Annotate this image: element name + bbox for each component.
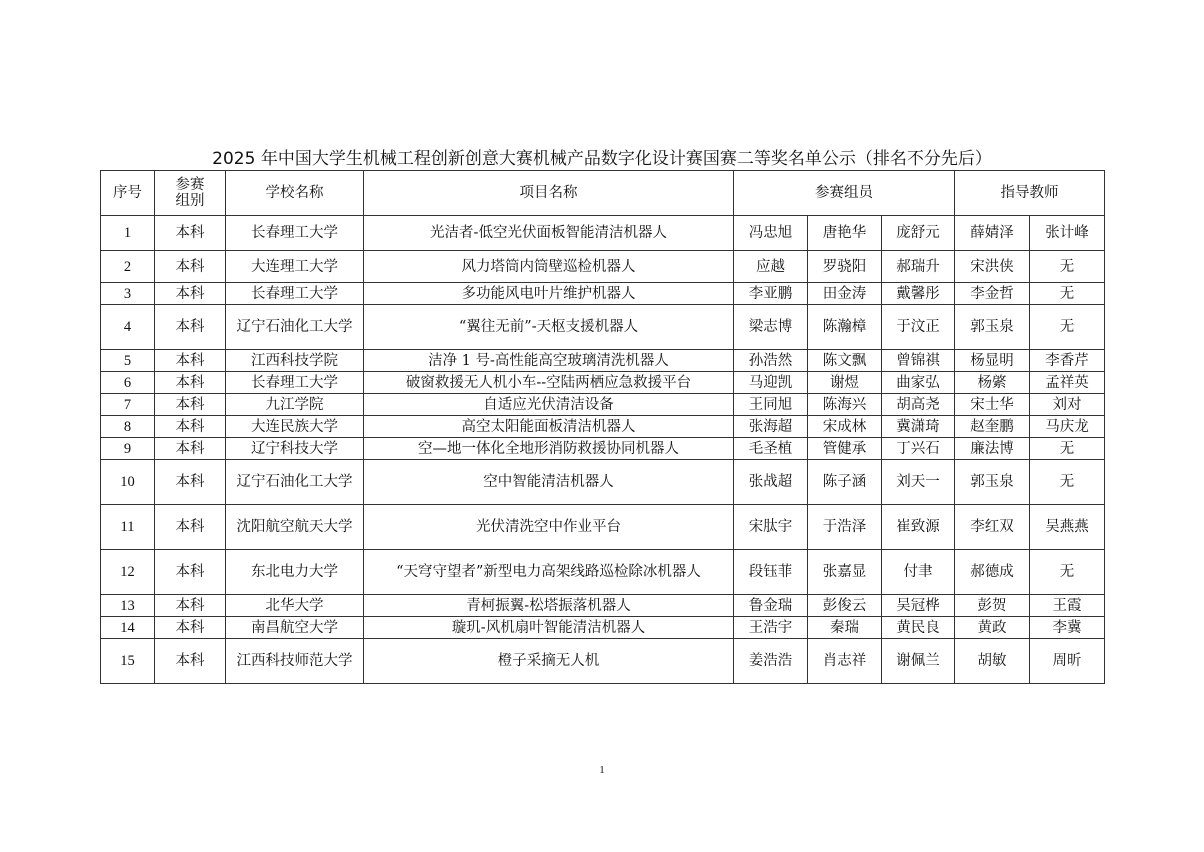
cell-project: 光洁者-低空光伏面板智能清洁机器人 [364,216,734,251]
cell-school: 长春理工大学 [226,372,364,394]
cell-member: 张战超 [734,460,808,505]
table-row [101,550,1105,595]
table-row [101,438,1105,460]
cell-project: 橙子采摘无人机 [364,639,734,684]
header-no: 序号 [101,171,155,216]
cell-member: 鲁金瑞 [734,595,808,617]
cell-project: 自适应光伏清洁设备 [364,394,734,416]
cell-no: 12 [101,550,155,595]
table-row [101,595,1105,617]
cell-project: 空中智能清洁机器人 [364,460,734,505]
cell-advisor: 无 [1030,438,1105,460]
cell-group: 本科 [155,350,226,372]
cell-group: 本科 [155,505,226,550]
cell-advisor: 马庆龙 [1030,416,1105,438]
cell-advisor: 黄政 [955,617,1030,639]
cell-member: 曲家弘 [882,372,955,394]
cell-no: 5 [101,350,155,372]
cell-project: 多功能风电叶片维护机器人 [364,283,734,305]
table-row [101,416,1105,438]
table-row [101,216,1105,251]
cell-member: 张海超 [734,416,808,438]
header-group-text: 参赛组别 [175,177,205,209]
cell-member: 肖志祥 [808,639,882,684]
cell-member: 田金涛 [808,283,882,305]
cell-advisor: 彭贺 [955,595,1030,617]
header-group [155,171,226,216]
cell-project: 高空太阳能面板清洁机器人 [364,416,734,438]
cell-member: 梁志博 [734,305,808,350]
cell-no: 8 [101,416,155,438]
cell-school: 辽宁石油化工大学 [226,460,364,505]
cell-no: 1 [101,216,155,251]
cell-project: “翼往无前”-天枢支援机器人 [364,305,734,350]
cell-group: 本科 [155,283,226,305]
cell-school: 大连民族大学 [226,416,364,438]
cell-project: 光伏清洗空中作业平台 [364,505,734,550]
cell-school: 长春理工大学 [226,216,364,251]
table-body [101,216,1105,684]
cell-advisor: 李冀 [1030,617,1105,639]
cell-school: 辽宁石油化工大学 [226,305,364,350]
table-row [101,283,1105,305]
cell-member: 秦瑞 [808,617,882,639]
header-project: 项目名称 [364,171,734,216]
cell-member: 彭俊云 [808,595,882,617]
table-header-row [101,171,1105,216]
page-number: 1 [599,764,605,776]
cell-member: 姜浩浩 [734,639,808,684]
table-row [101,394,1105,416]
cell-advisor: 无 [1030,251,1105,283]
cell-advisor: 薛婧泽 [955,216,1030,251]
cell-no: 2 [101,251,155,283]
cell-member: 戴馨彤 [882,283,955,305]
table-row [101,460,1105,505]
table-row [101,617,1105,639]
cell-advisor: 郝德成 [955,550,1030,595]
header-members: 参赛组员 [734,171,955,216]
cell-group: 本科 [155,372,226,394]
cell-member: 谢佩兰 [882,639,955,684]
document-title: 2025 年中国大学生机械工程创新创意大赛机械产品数字化设计赛国赛二等奖名单公示（排名不分先后） [212,149,992,169]
cell-member: 付聿 [882,550,955,595]
cell-no: 3 [101,283,155,305]
cell-advisor: 无 [1030,460,1105,505]
cell-no: 14 [101,617,155,639]
cell-school: 长春理工大学 [226,283,364,305]
cell-project: “天穹守望者”新型电力高架线路巡检除冰机器人 [364,550,734,595]
cell-member: 马迎凯 [734,372,808,394]
cell-member: 黄民良 [882,617,955,639]
cell-school: 沈阳航空航天大学 [226,505,364,550]
cell-advisor: 李红双 [955,505,1030,550]
header-advisors: 指导教师 [955,171,1105,216]
cell-project: 空—地一体化全地形消防救援协同机器人 [364,438,734,460]
cell-member: 应越 [734,251,808,283]
cell-advisor: 王霞 [1030,595,1105,617]
cell-member: 陈文飘 [808,350,882,372]
cell-no: 13 [101,595,155,617]
cell-advisor: 吴燕燕 [1030,505,1105,550]
cell-project: 璇玑-风机扇叶智能清洁机器人 [364,617,734,639]
cell-advisor: 无 [1030,283,1105,305]
cell-group: 本科 [155,460,226,505]
cell-school: 江西科技学院 [226,350,364,372]
cell-advisor: 无 [1030,305,1105,350]
cell-member: 崔致源 [882,505,955,550]
cell-member: 吴冠桦 [882,595,955,617]
cell-member: 冯忠旭 [734,216,808,251]
award-list-table [100,170,1105,684]
cell-advisor: 周昕 [1030,639,1105,684]
cell-member: 段钰菲 [734,550,808,595]
cell-project: 青柯振翼-松塔振落机器人 [364,595,734,617]
cell-no: 11 [101,505,155,550]
cell-no: 7 [101,394,155,416]
cell-advisor: 郭玉泉 [955,460,1030,505]
cell-member: 孙浩然 [734,350,808,372]
cell-school: 大连理工大学 [226,251,364,283]
cell-member: 唐艳华 [808,216,882,251]
cell-group: 本科 [155,617,226,639]
cell-member: 于浩泽 [808,505,882,550]
cell-member: 张嘉显 [808,550,882,595]
cell-member: 胡高尧 [882,394,955,416]
cell-member: 庞舒元 [882,216,955,251]
cell-group: 本科 [155,639,226,684]
cell-member: 冀潇琦 [882,416,955,438]
cell-member: 陈瀚樟 [808,305,882,350]
cell-school: 辽宁科技大学 [226,438,364,460]
cell-group: 本科 [155,394,226,416]
cell-advisor: 杨綮 [955,372,1030,394]
cell-member: 王同旭 [734,394,808,416]
cell-member: 李亚鹏 [734,283,808,305]
cell-member: 管健承 [808,438,882,460]
cell-advisor: 廉法博 [955,438,1030,460]
table-row [101,251,1105,283]
table-row [101,372,1105,394]
cell-school: 江西科技师范大学 [226,639,364,684]
cell-member: 陈子涵 [808,460,882,505]
cell-member: 毛圣植 [734,438,808,460]
cell-school: 南昌航空大学 [226,617,364,639]
cell-advisor: 宋士华 [955,394,1030,416]
cell-member: 于汶正 [882,305,955,350]
cell-group: 本科 [155,416,226,438]
cell-advisor: 张计峰 [1030,216,1105,251]
cell-advisor: 李香芹 [1030,350,1105,372]
header-school: 学校名称 [226,171,364,216]
cell-advisor: 李金哲 [955,283,1030,305]
cell-project: 洁净 1 号-高性能高空玻璃清洗机器人 [364,350,734,372]
cell-project: 破窗救援无人机小车--空陆两栖应急救援平台 [364,372,734,394]
cell-member: 宋肽宇 [734,505,808,550]
cell-no: 9 [101,438,155,460]
cell-school: 九江学院 [226,394,364,416]
cell-advisor: 刘对 [1030,394,1105,416]
cell-member: 罗骁阳 [808,251,882,283]
cell-group: 本科 [155,595,226,617]
table-row [101,505,1105,550]
cell-group: 本科 [155,216,226,251]
cell-member: 陈海兴 [808,394,882,416]
cell-group: 本科 [155,305,226,350]
cell-school: 东北电力大学 [226,550,364,595]
cell-member: 谢煜 [808,372,882,394]
cell-group: 本科 [155,438,226,460]
cell-member: 丁兴石 [882,438,955,460]
cell-member: 曾锦祺 [882,350,955,372]
cell-member: 刘天一 [882,460,955,505]
cell-member: 宋成林 [808,416,882,438]
cell-advisor: 郭玉泉 [955,305,1030,350]
cell-advisor: 胡敏 [955,639,1030,684]
table-row [101,305,1105,350]
cell-advisor: 宋洪侠 [955,251,1030,283]
table-row [101,350,1105,372]
cell-group: 本科 [155,251,226,283]
cell-school: 北华大学 [226,595,364,617]
table-row [101,639,1105,684]
cell-advisor: 孟祥英 [1030,372,1105,394]
cell-member: 王浩宇 [734,617,808,639]
cell-project: 风力塔筒内筒壁巡检机器人 [364,251,734,283]
cell-no: 6 [101,372,155,394]
cell-no: 15 [101,639,155,684]
cell-no: 10 [101,460,155,505]
cell-no: 4 [101,305,155,350]
cell-member: 郝瑞升 [882,251,955,283]
cell-advisor: 杨显明 [955,350,1030,372]
cell-group: 本科 [155,550,226,595]
cell-advisor: 赵奎鹏 [955,416,1030,438]
cell-advisor: 无 [1030,550,1105,595]
